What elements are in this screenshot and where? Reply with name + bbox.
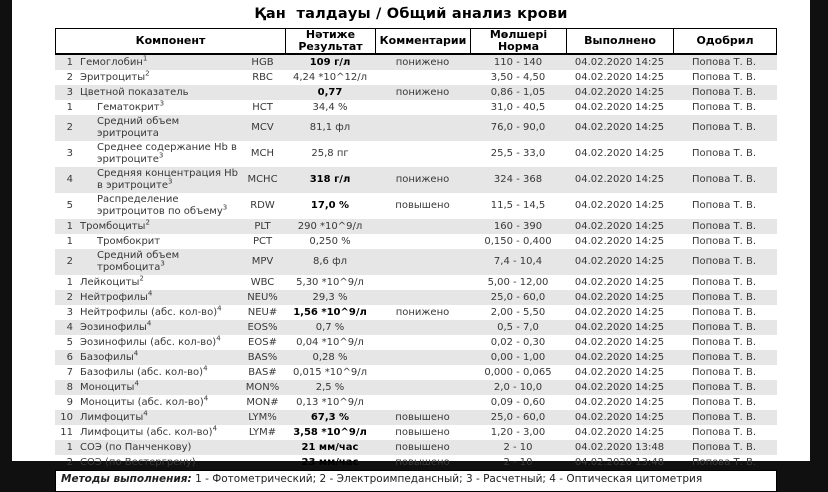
result-value: 5,30 *10^9/л [296, 276, 364, 288]
comment-value [375, 387, 470, 389]
row-number: 8 [66, 381, 73, 393]
comment-value [375, 282, 470, 284]
norm-range: 0,02 - 0,30 [490, 336, 546, 348]
table-row [55, 290, 777, 305]
result-value: 21 мм/час [301, 441, 359, 453]
row-number: 5 [66, 200, 73, 211]
norm-range: 7,4 - 10,4 [493, 256, 543, 267]
component-name: Базофилы$^4$ [80, 349, 139, 363]
component-code: PLT [254, 220, 271, 232]
performed-datetime: 04.02.2020 14:25 [574, 426, 665, 438]
row-number: 1 [66, 276, 73, 288]
comment-value [375, 297, 470, 299]
approved-by: Попова Т. В. [692, 56, 756, 68]
component-name: Гематокрит$^3$ [97, 99, 165, 113]
component-code: NEU% [247, 291, 278, 303]
row-number: 7 [66, 366, 73, 378]
table-row [55, 55, 777, 70]
result-value: 3,58 *10^9/л [293, 426, 367, 438]
result-value: 109 г/л [309, 56, 351, 68]
norm-range: 25,0 - 60,0 [490, 291, 546, 303]
header-comments: Комментарии [376, 29, 471, 53]
table-row [55, 380, 777, 395]
approved-by: Попова Т. В. [692, 122, 756, 133]
component-name: Эозинофилы (абс. кол-во)$^4$ [80, 334, 221, 348]
table-row [55, 115, 777, 141]
comment-value: повышено [395, 456, 450, 468]
component-code: EOS# [248, 336, 277, 348]
comment-value: повышено [395, 426, 450, 438]
approved-by: Попова Т. В. [692, 321, 756, 333]
norm-range: 76,0 - 90,0 [490, 122, 546, 133]
component-name: Лейкоциты$^2$ [80, 274, 144, 288]
component-name: Базофилы (абс. кол-во)$^4$ [80, 364, 208, 378]
component-code: HCT [252, 101, 273, 113]
performed-datetime: 04.02.2020 14:25 [574, 321, 665, 333]
norm-range: 25,0 - 60,0 [490, 411, 546, 423]
table-row [55, 410, 777, 425]
approved-by: Попова Т. В. [692, 71, 756, 83]
component-name: Средняя концентрация Hb в эритроците$^3$ [97, 168, 239, 191]
norm-range: 324 - 368 [493, 174, 543, 185]
component-code: RDW [250, 200, 275, 211]
comment-value [375, 402, 470, 404]
table-row [55, 305, 777, 320]
comment-value: понижено [395, 306, 450, 318]
norm-range: 25,5 - 33,0 [490, 148, 546, 159]
table-row [55, 85, 777, 100]
component-name: Нейтрофилы (абс. кол-во)$^4$ [80, 304, 222, 318]
row-number: 2 [66, 456, 73, 468]
approved-by: Попова Т. В. [692, 220, 756, 232]
approved-by: Попова Т. В. [692, 441, 756, 453]
comment-value [375, 372, 470, 374]
comment-value: повышено [395, 441, 450, 453]
comment-value [375, 357, 470, 359]
header-component: Компонент [56, 29, 286, 53]
table-row [55, 455, 777, 470]
result-value: 0,77 [317, 86, 343, 98]
row-number: 6 [66, 351, 73, 363]
row-number: 2 [66, 122, 73, 133]
row-number: 1 [66, 101, 73, 113]
approved-by: Попова Т. В. [692, 306, 756, 318]
results-table [55, 28, 777, 492]
component-name: Моноциты (абс. кол-во)$^4$ [80, 394, 209, 408]
methods-text: 1 - Фотометрический; 2 - Электроимпедансный; 3 - Расчетный; 4 - Оптическая цитометрия [191, 473, 703, 485]
component-code: PCT [252, 235, 273, 247]
row-number: 1 [66, 220, 73, 232]
row-number: 9 [66, 396, 73, 408]
performed-datetime: 04.02.2020 14:25 [574, 306, 665, 318]
performed-datetime: 04.02.2020 14:25 [574, 291, 665, 303]
viewer-right-edge [810, 0, 828, 461]
methods-footnote [55, 470, 777, 492]
component-code: RBC [252, 71, 273, 83]
performed-datetime: 04.02.2020 13:48 [574, 441, 665, 453]
row-number: 3 [66, 306, 73, 318]
row-number: 11 [60, 426, 73, 438]
approved-by: Попова Т. В. [692, 351, 756, 363]
component-code: MON% [245, 381, 280, 393]
header-result: Нәтиже Результат [286, 29, 376, 53]
component-code: BAS% [247, 351, 278, 363]
performed-datetime: 04.02.2020 14:25 [574, 174, 665, 185]
table-row [55, 275, 777, 290]
performed-datetime: 04.02.2020 14:25 [574, 411, 665, 423]
comment-value [375, 127, 470, 129]
result-value: 1,56 *10^9/л [293, 306, 367, 318]
row-number: 1 [66, 56, 73, 68]
result-value: 0,13 *10^9/л [296, 396, 364, 408]
table-row [55, 167, 777, 193]
approved-by: Попова Т. В. [692, 101, 756, 113]
performed-datetime: 04.02.2020 14:25 [574, 276, 665, 288]
component-code: EOS% [247, 321, 278, 333]
result-value: 67,3 % [310, 411, 350, 423]
comment-value [375, 327, 470, 329]
approved-by: Попова Т. В. [692, 411, 756, 423]
component-code: HGB [251, 56, 274, 68]
component-code: WBC [250, 276, 275, 288]
comment-value [375, 107, 470, 109]
approved-by: Попова Т. В. [692, 235, 756, 247]
component-code: NEU# [247, 306, 278, 318]
component-name: Тромбоциты$^2$ [80, 218, 150, 232]
table-row [55, 320, 777, 335]
result-value: 23 мм/час [301, 456, 359, 468]
component-code [240, 92, 285, 94]
performed-datetime: 04.02.2020 14:25 [574, 351, 665, 363]
component-name: Среднее содержание Hb в эритроците$^3$ [97, 142, 237, 165]
norm-range: 2,00 - 5,50 [490, 306, 546, 318]
approved-by: Попова Т. В. [692, 426, 756, 438]
result-value: 4,24 *10^12/л [292, 71, 368, 83]
component-name: Нейтрофилы$^4$ [80, 289, 153, 303]
component-name: Эозинофилы$^4$ [80, 319, 152, 333]
header-norm: Мөлшері Норма [471, 29, 567, 53]
row-number: 4 [66, 321, 73, 333]
performed-datetime: 04.02.2020 14:25 [574, 396, 665, 408]
component-name: Лимфоциты (абс. кол-во)$^4$ [80, 424, 218, 438]
row-number: 2 [66, 256, 73, 267]
comment-value [375, 241, 470, 243]
performed-datetime: 04.02.2020 14:25 [574, 101, 665, 113]
component-code: MON# [246, 396, 279, 408]
comment-value [375, 261, 470, 263]
result-value: 34,4 % [312, 101, 348, 113]
comment-value: повышено [395, 411, 450, 423]
table-row [55, 219, 777, 234]
result-value: 318 г/л [309, 174, 351, 185]
row-number: 2 [66, 71, 73, 83]
result-value: 0,7 % [315, 321, 345, 333]
result-value: 17,0 % [310, 200, 350, 211]
component-name: Гемоглобин$^1$ [80, 54, 148, 68]
performed-datetime: 04.02.2020 14:25 [574, 336, 665, 348]
row-number: 4 [66, 174, 73, 185]
approved-by: Попова Т. В. [692, 256, 756, 267]
performed-datetime: 04.02.2020 13:48 [574, 456, 665, 468]
comment-value: понижено [395, 174, 450, 185]
header-approved: Одобрил [696, 34, 754, 47]
performed-datetime: 04.02.2020 14:25 [574, 86, 665, 98]
approved-by: Попова Т. В. [692, 381, 756, 393]
component-name: Лимфоциты$^4$ [80, 409, 148, 423]
table-body [55, 55, 777, 470]
performed-datetime: 04.02.2020 14:25 [574, 56, 665, 68]
component-name: Цветной показатель [80, 86, 189, 98]
approved-by: Попова Т. В. [692, 291, 756, 303]
row-number: 3 [66, 86, 73, 98]
comment-value [375, 342, 470, 344]
approved-by: Попова Т. В. [692, 86, 756, 98]
norm-range: 0,150 - 0,400 [484, 235, 552, 247]
norm-range: 0,000 - 0,065 [484, 366, 552, 378]
component-name: Распределение эритроцитов по объему$^3$ [97, 194, 228, 217]
component-code: BAS# [248, 366, 277, 378]
row-number: 10 [60, 411, 73, 423]
norm-range: 2 - 10 [503, 456, 533, 468]
page-title: Қан талдауы / Общий анализ крови [254, 6, 568, 22]
norm-range: 0,09 - 0,60 [490, 396, 546, 408]
norm-range: 5,00 - 12,00 [487, 276, 549, 288]
component-code: MCH [250, 148, 275, 159]
performed-datetime: 04.02.2020 14:25 [574, 366, 665, 378]
component-name: Средний объем тромбоцита$^3$ [97, 250, 180, 273]
component-code [240, 447, 285, 449]
table-row [55, 440, 777, 455]
table-row [55, 249, 777, 275]
norm-range: 110 - 140 [493, 56, 543, 68]
approved-by: Попова Т. В. [692, 336, 756, 348]
approved-by: Попова Т. В. [692, 148, 756, 159]
approved-by: Попова Т. В. [692, 174, 756, 185]
table-row [55, 365, 777, 380]
performed-datetime: 04.02.2020 14:25 [574, 148, 665, 159]
component-code: MCHC [247, 174, 278, 185]
performed-datetime: 04.02.2020 14:25 [574, 122, 665, 133]
row-number: 5 [66, 336, 73, 348]
result-value: 0,250 % [309, 235, 351, 247]
approved-by: Попова Т. В. [692, 276, 756, 288]
result-value: 8,6 фл [312, 256, 348, 267]
component-name: Средний объем эритроцита [97, 116, 180, 139]
norm-range: 160 - 390 [493, 220, 543, 232]
table-row [55, 234, 777, 249]
result-value: 25,8 пг [311, 148, 349, 159]
table-row [55, 425, 777, 440]
comment-value: понижено [395, 86, 450, 98]
component-name: СОЭ (по Панченкову) [80, 441, 192, 453]
performed-datetime: 04.02.2020 14:25 [574, 71, 665, 83]
table-row [55, 141, 777, 167]
table-row [55, 350, 777, 365]
comment-value [375, 77, 470, 79]
component-code: MPV [251, 256, 274, 267]
table-row [55, 335, 777, 350]
norm-range: 2,0 - 10,0 [493, 381, 543, 393]
performed-datetime: 04.02.2020 14:25 [574, 256, 665, 267]
result-value: 29,3 % [312, 291, 348, 303]
norm-range: 3,50 - 4,50 [490, 71, 546, 83]
table-row [55, 70, 777, 85]
comment-value: повышено [395, 200, 450, 211]
performed-datetime: 04.02.2020 14:25 [574, 381, 665, 393]
performed-datetime: 04.02.2020 14:25 [574, 200, 665, 211]
result-value: 0,04 *10^9/л [296, 336, 364, 348]
methods-label: Методы выполнения: [61, 473, 192, 485]
norm-range: 11,5 - 14,5 [490, 200, 546, 211]
norm-range: 0,86 - 1,05 [490, 86, 546, 98]
result-value: 2,5 % [315, 381, 345, 393]
component-name: СОЭ (по Вестергрену) [80, 456, 196, 468]
table-row [55, 193, 777, 219]
component-code: LYM% [248, 411, 277, 423]
report-page [12, 0, 810, 485]
viewer-left-edge [0, 0, 12, 461]
result-value: 290 *10^9/л [297, 220, 363, 232]
norm-range: 0,00 - 1,00 [490, 351, 546, 363]
component-name: Эритроциты$^2$ [80, 69, 150, 83]
component-code: MCV [251, 122, 274, 133]
row-number: 3 [66, 148, 73, 159]
table-row [55, 395, 777, 410]
table-header-row [55, 28, 777, 55]
comment-value [375, 153, 470, 155]
table-row [55, 100, 777, 115]
row-number: 1 [66, 235, 73, 247]
row-number: 2 [66, 291, 73, 303]
performed-datetime: 04.02.2020 14:25 [574, 220, 665, 232]
norm-range: 1,20 - 3,00 [490, 426, 546, 438]
comment-value: понижено [395, 56, 450, 68]
performed-datetime: 04.02.2020 14:25 [574, 235, 665, 247]
result-value: 0,28 % [312, 351, 348, 363]
approved-by: Попова Т. В. [692, 366, 756, 378]
norm-range: 0,5 - 7,0 [497, 321, 539, 333]
approved-by: Попова Т. В. [692, 456, 756, 468]
component-code: LYM# [248, 426, 277, 438]
component-name: Тромбокрит [97, 235, 161, 247]
row-number: 1 [66, 441, 73, 453]
approved-by: Попова Т. В. [692, 200, 756, 211]
header-performed: Выполнено [567, 29, 674, 53]
component-code [240, 462, 285, 464]
norm-range: 31,0 - 40,5 [490, 101, 546, 113]
comment-value [375, 226, 470, 228]
result-value: 81,1 фл [309, 122, 351, 133]
approved-by: Попова Т. В. [692, 396, 756, 408]
result-value: 0,015 *10^9/л [292, 366, 368, 378]
component-name: Моноциты$^4$ [80, 379, 139, 393]
norm-range: 2 - 10 [503, 441, 533, 453]
